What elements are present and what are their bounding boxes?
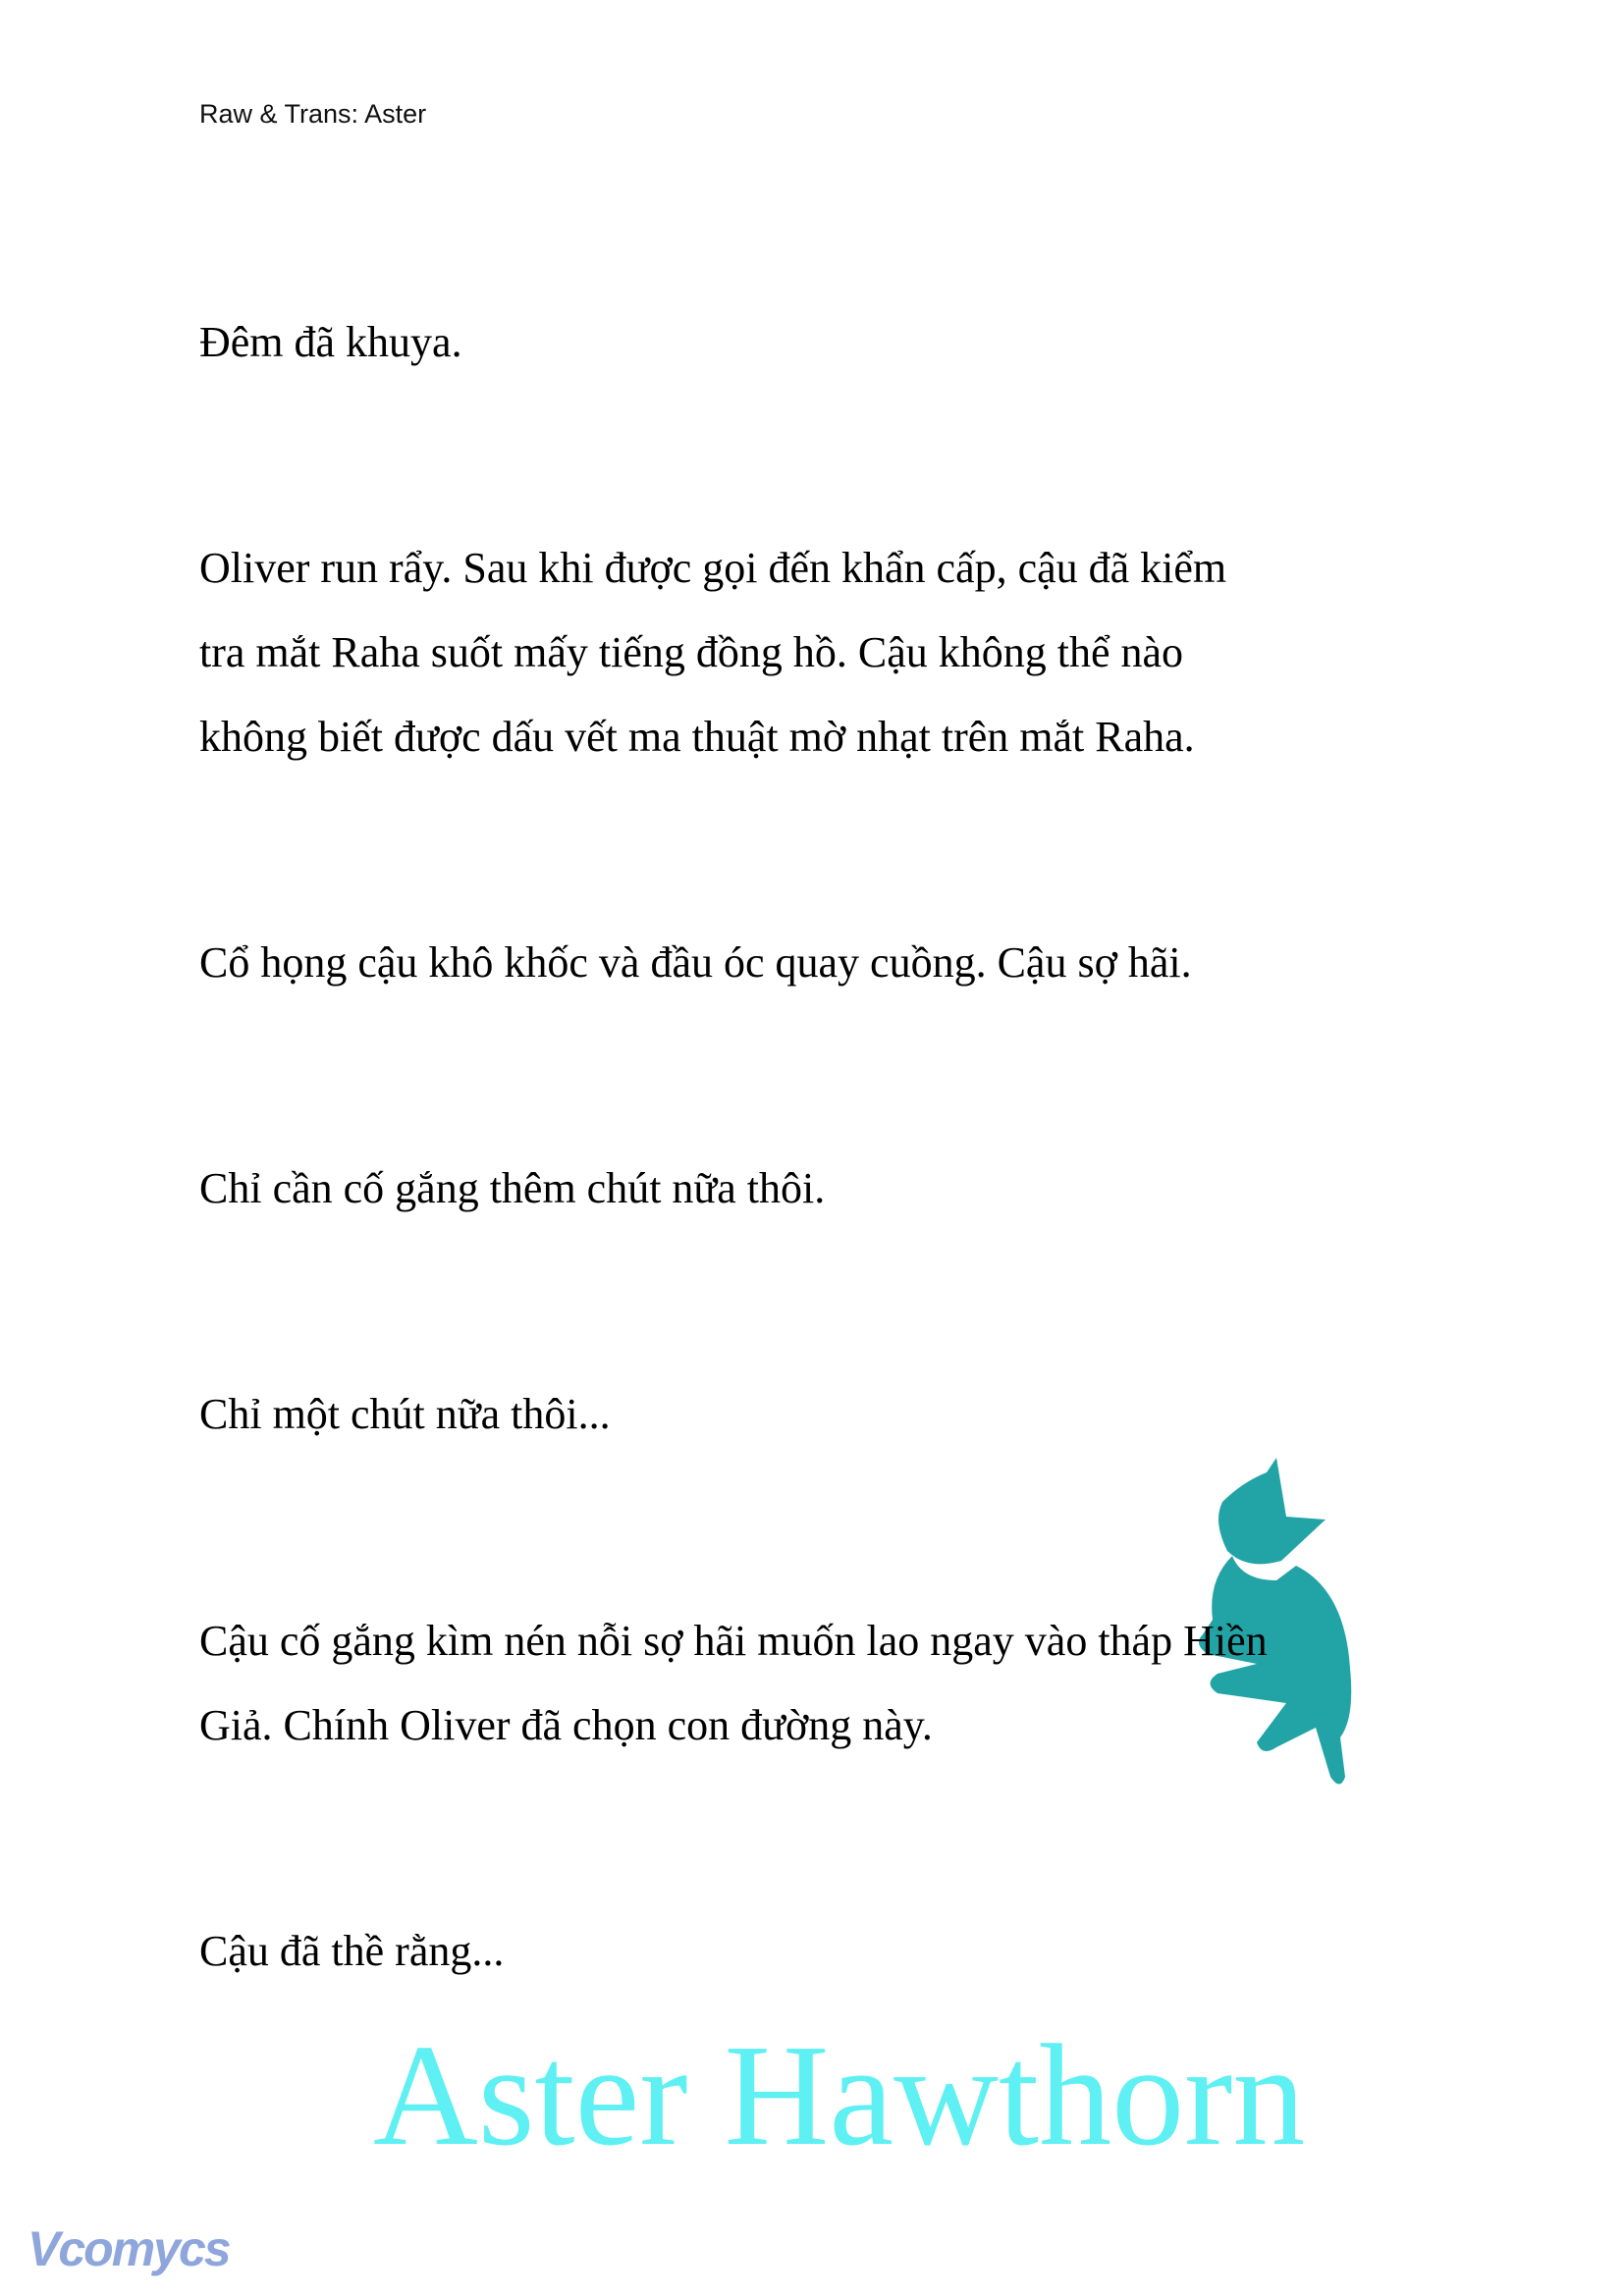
text-line: tra mắt Raha suốt mấy tiếng đồng hồ. Cậu không thể nào	[199, 628, 1184, 676]
text-line: Cậu đã thề rằng...	[199, 1927, 505, 1975]
text-line: Cổ họng cậu khô khốc và đầu óc quay cuồng. Cậu sợ hãi.	[199, 938, 1192, 987]
paragraph	[199, 1909, 1476, 1994]
paragraph	[199, 1599, 1476, 1768]
paragraph	[199, 1147, 1476, 1231]
text-line: Đêm đã khuya.	[199, 318, 462, 366]
paragraph	[199, 526, 1476, 779]
text-line: Chỉ cần cố gắng thêm chút nữa thôi.	[199, 1164, 826, 1212]
text-line: Giả. Chính Oliver đã chọn con đường này.	[199, 1701, 933, 1749]
text-line: Cậu cố gắng kìm nén nỗi sợ hãi muốn lao ngay vào tháp Hiền	[199, 1617, 1268, 1665]
paragraph	[199, 1372, 1476, 1457]
text-line: Chỉ một chút nữa thôi...	[199, 1390, 611, 1438]
vcomycs-logo: Vcomycs	[27, 2221, 230, 2276]
text-line: Oliver run rẩy. Sau khi được gọi đến khẩn cấp, cậu đã kiểm	[199, 544, 1227, 592]
translator-credit: Raw & Trans: Aster	[199, 99, 427, 129]
paragraph	[199, 300, 1476, 385]
text-line: không biết được dấu vết ma thuật mờ nhạt trên mắt Raha.	[199, 713, 1195, 761]
watermark-text: Aster Hawthorn	[373, 2015, 1306, 2176]
paragraph	[199, 921, 1476, 1005]
